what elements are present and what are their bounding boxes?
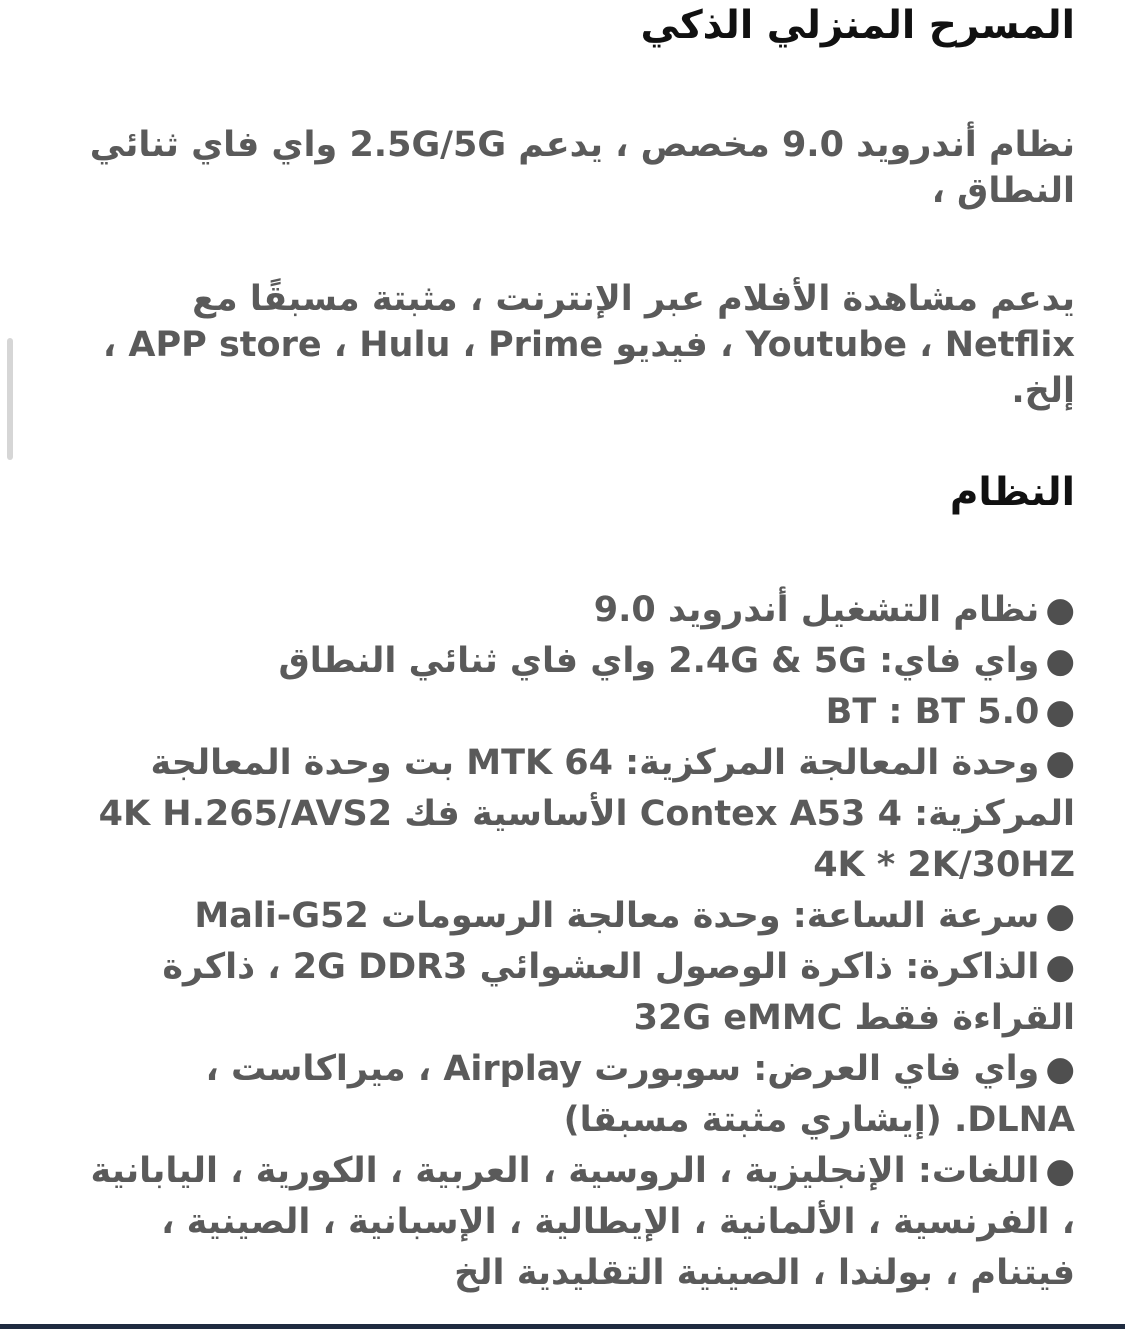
bullet-icon: ● [1045,1151,1075,1191]
bullet-icon: ● [1045,896,1075,936]
spec-text: سرعة الساعة: وحدة معالجة الرسومات Mali-G52 [194,896,1040,936]
bottom-bar [0,1324,1125,1329]
bullet-icon: ● [1045,641,1075,681]
list-item [75,891,1075,942]
list-item [75,1044,1075,1146]
page-title: المسرح المنزلي الذكي [640,3,1075,48]
bullet-icon: ● [1045,743,1075,783]
list-item [75,687,1075,738]
list-item [75,636,1075,687]
spec-text: وحدة المعالجة المركزية: MTK 64 بت وحدة المعالجة المركزية: Contex A53 4 الأساسية فك 4K H.265/AVS2 4K * 2K/30HZ [98,743,1075,885]
intro-paragraph: يدعم مشاهدة الأفلام عبر الإنترنت ، مثبتة مسبقًا مع Youtube ، Netflix ، فيديو APP store ، Hulu ، Prime ، إلخ. [102,279,1075,411]
spec-text: نظام التشغيل أندرويد 9.0 [593,590,1040,630]
list-item [75,942,1075,1044]
section-title-system: النظام [949,470,1075,515]
spec-text: الذاكرة: ذاكرة الوصول العشوائي 2G DDR3 ، ذاكرة القراءة فقط 32G eMMC [162,947,1075,1038]
list-item [75,585,1075,636]
intro-paragraph: نظام أندرويد 9.0 مخصص ، يدعم 2.5G/5G واي فاي ثنائي النطاق ، [89,125,1075,211]
list-item [75,1146,1075,1299]
spec-text: واي فاي: 2.4G & 5G واي فاي ثنائي النطاق [278,641,1040,681]
scroll-indicator[interactable] [7,338,13,460]
list-item [75,738,1075,891]
product-description [75,0,1075,1299]
spec-list [75,585,1075,1299]
spec-text: اللغات: الإنجليزية ، الروسية ، العربية ، الكورية ، اليابانية ، الفرنسية ، الألمانية ، الإيطالية ، الإسبانية ، الصينية ، فيتنام ، بولندا ، الصينية التقليدية الخ [90,1151,1075,1293]
bullet-icon: ● [1045,947,1075,987]
bullet-icon: ● [1045,692,1075,732]
bullet-icon: ● [1045,590,1075,630]
bullet-icon: ● [1045,1049,1075,1089]
spec-text: BT : BT 5.0 [825,692,1040,732]
spec-text: واي فاي العرض: سوبورت Airplay ، ميراكاست ، DLNA. (إيشاري مثبتة مسبقا) [205,1049,1075,1140]
